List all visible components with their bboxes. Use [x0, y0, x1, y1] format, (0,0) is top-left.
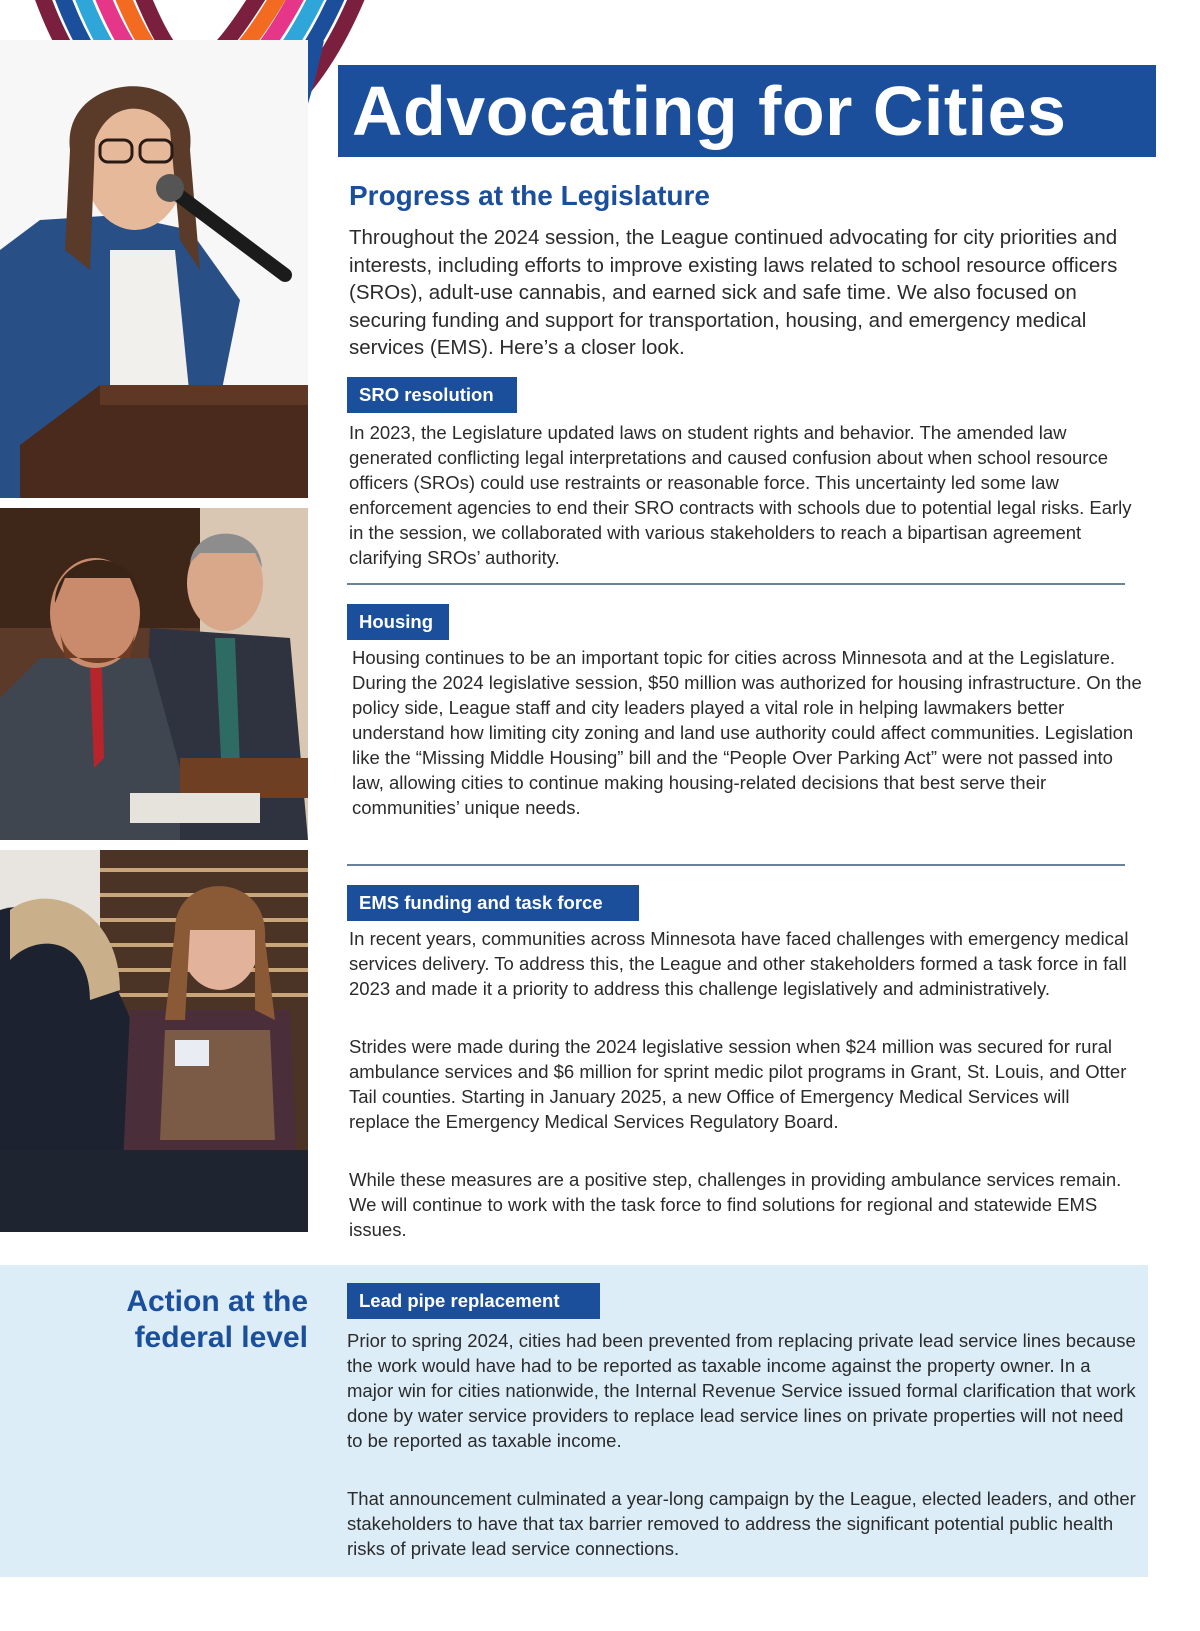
networking-event-photo: [0, 850, 308, 1232]
page-title: Advocating for Cities: [352, 72, 1067, 150]
federal-heading-line: federal level: [134, 1321, 308, 1354]
sro-resolution-label: SRO resolution: [347, 377, 517, 413]
sro-resolution-text: In 2023, the Legislature updated laws on student rights and behavior. The amended law generated conflicting legal interpretations and caused confusion about when school resource officers (SROs) could use restraints or reasonable force. This uncertainty led some law enforcement agencies to end their SRO contracts with schools due to potential legal risks. Early in the session, we collaborated with various stakeholders to reach a bipartisan agreement clarifying SROs’ authority.: [349, 422, 1132, 568]
housing-text: Housing continues to be an important topic for cities across Minnesota and at the Legislature. During the 2024 legislative session, $50 million was authorized for housing infrastructure. On the policy side, League staff and city leaders played a vital role in helping lawmakers better understand how limiting city zoning and land use authority could affect communities. Legislation like the “Missing Middle Housing” bill and the “People Over Parking Act” were not passed into law, allowing cities to continue making housing-related decisions that best serve their communities’ unique needs.: [352, 647, 1142, 818]
section-subheading: Progress at the Legislature: [349, 180, 711, 211]
housing-label: Housing: [347, 604, 449, 640]
ems-paragraph: In recent years, communities across Minnesota have faced challenges with emergency medical services delivery. To address this, the League and other stakeholders formed a task force in fall 2023 and made it a priority to address this challenge legislatively and administratively.: [349, 928, 1129, 999]
speaker-at-podium-photo: [0, 40, 308, 498]
federal-heading-line: Action at the: [126, 1285, 308, 1318]
ems-paragraph: While these measures are a positive step, challenges in providing ambulance services remain. We will continue to work with the task force to find solutions for regional and statewide EMS issues.: [349, 1169, 1122, 1240]
lead-pipe-paragraph: That announcement culminated a year-long campaign by the League, elected leaders, and other stakeholders to have that tax barrier removed to address the significant potential public health risks of private lead service connections.: [347, 1488, 1136, 1559]
lead-pipe-label: Lead pipe replacement: [347, 1283, 600, 1319]
intro-paragraph: Throughout the 2024 session, the League continued advocating for city priorities and interests, including efforts to improve existing laws related to school resource officers (SROs), adult-use cannabis, and earned sick and safe time. We also focused on securing funding and support for transportation, housing, and emergency medical services (EMS). Here’s a closer look.: [349, 226, 1118, 359]
title-banner: [338, 65, 1156, 157]
section-divider: [347, 583, 1125, 585]
federal-heading: [126, 1284, 308, 1356]
ems-funding-label: EMS funding and task force: [347, 885, 639, 921]
officials-testifying-photo: [0, 508, 308, 840]
lead-pipe-paragraph: Prior to spring 2024, cities had been prevented from replacing private lead service lines because the work would have had to be reported as taxable income against the property owner. In a major win for cities nationwide, the Internal Revenue Service issued formal clarification that work done by water service providers to replace lead service lines on private properties will not need to be reported as taxable income.: [347, 1330, 1136, 1451]
ems-paragraph: Strides were made during the 2024 legislative session when $24 million was secured for rural ambulance services and $6 million for sprint medic pilot programs in Grant, St. Louis, and Otter Tail counties. Starting in January 2025, a new Office of Emergency Medical Services will replace the Emergency Medical Services Regulatory Board.: [349, 1036, 1127, 1132]
section-divider: [347, 864, 1125, 866]
